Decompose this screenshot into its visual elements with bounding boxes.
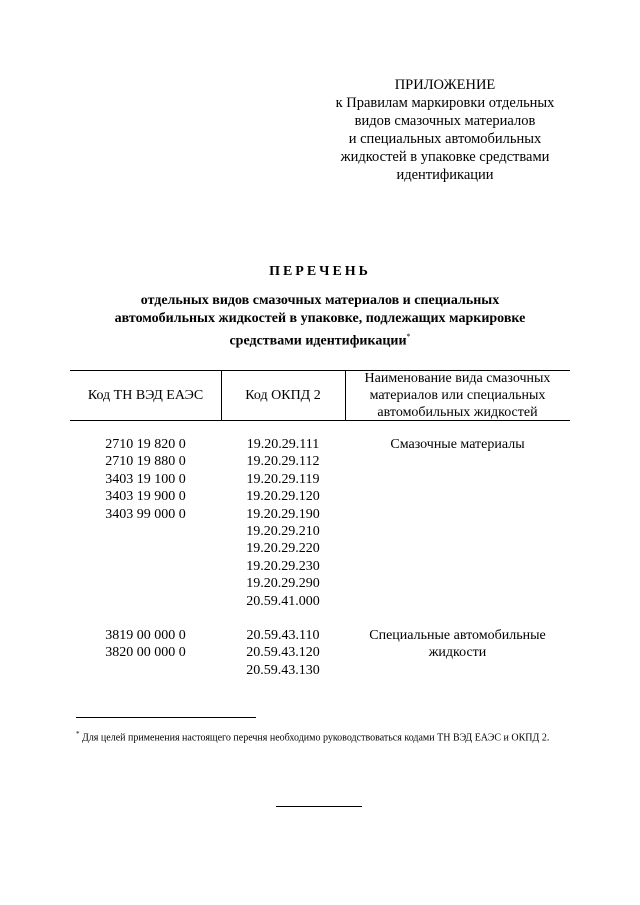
tnved-code: 3403 19 100 0: [105, 471, 186, 487]
header-tnved: Код ТН ВЭД ЕАЭС: [87, 387, 204, 403]
okpd-code: 19.20.29.119: [246, 471, 320, 487]
group-2-okpd-codes: [221, 627, 345, 679]
header-name-line: Наименование вида смазочных: [364, 370, 551, 386]
subtitle-line: [80, 328, 560, 351]
group-1-okpd-codes: [221, 436, 345, 610]
okpd-code: 19.20.29.220: [246, 541, 320, 557]
appendix-line: и специальных автомобильных: [348, 131, 542, 147]
product-type-name: Специальные автомобильные: [369, 628, 546, 643]
appendix-line: к Правилам маркировки отдельных: [335, 95, 555, 111]
appendix-line: ПРИЛОЖЕНИЕ: [394, 77, 496, 93]
okpd-code: 20.59.41.000: [246, 593, 320, 609]
tnved-code: 2710 19 880 0: [105, 454, 186, 470]
group-1-tnved-codes: [70, 436, 221, 523]
product-type-name: Смазочные материалы: [390, 437, 525, 452]
document-title: ПЕРЕЧЕНЬ: [269, 264, 371, 279]
group-2-tnved-codes: [70, 627, 221, 662]
okpd-code: 19.20.29.120: [246, 489, 320, 505]
tnved-code: 3820 00 000 0: [105, 645, 186, 661]
footnote-mark: *: [76, 730, 80, 738]
header-name-line: автомобильных жидкостей: [377, 404, 538, 420]
header-name-line: материалов или специальных: [369, 387, 546, 403]
okpd-code: 19.20.29.111: [246, 437, 320, 452]
footnote-reference: *: [406, 332, 411, 341]
appendix-line: видов смазочных материалов: [354, 113, 536, 129]
tnved-code: 3403 19 900 0: [105, 489, 186, 505]
okpd-code: 20.59.43.120: [246, 645, 320, 661]
appendix-line: жидкостей в упаковке средствами: [340, 149, 550, 165]
tnved-code: 3819 00 000 0: [105, 628, 186, 643]
okpd-code: 20.59.43.110: [246, 628, 320, 643]
group-1-name: [345, 436, 570, 453]
group-2-name: [345, 627, 570, 662]
okpd-code: 19.20.29.210: [246, 524, 320, 540]
header-name: [345, 370, 570, 420]
okpd-code: 19.20.29.190: [246, 506, 320, 522]
appendix-line: идентификации: [396, 167, 494, 183]
product-type-name: жидкости: [428, 645, 487, 661]
tnved-code: 2710 19 820 0: [105, 437, 186, 452]
tnved-code: 3403 99 000 0: [105, 506, 186, 522]
document-subtitle: [80, 292, 560, 351]
footnote-separator: [76, 717, 256, 718]
footnote: [76, 727, 566, 745]
subtitle-line-text: средствами идентификации: [229, 333, 407, 349]
okpd-code: 19.20.29.290: [246, 576, 320, 592]
okpd-code: 20.59.43.130: [246, 662, 320, 678]
appendix-heading: [320, 76, 570, 184]
subtitle-line: отдельных видов смазочных материалов и специальных: [140, 293, 500, 308]
subtitle-line: автомобильных жидкостей в упаковке, подлежащих маркировке: [114, 311, 526, 326]
okpd-code: 19.20.29.112: [246, 454, 320, 470]
okpd-code: 19.20.29.230: [246, 558, 320, 574]
end-of-document-rule: [276, 806, 362, 807]
header-okpd: Код ОКПД 2: [245, 387, 321, 403]
footnote-text: Для целей применения настоящего перечня необходимо руководствоваться кодами ТН ВЭД ЕАЭС и ОКПД 2.: [82, 732, 550, 744]
